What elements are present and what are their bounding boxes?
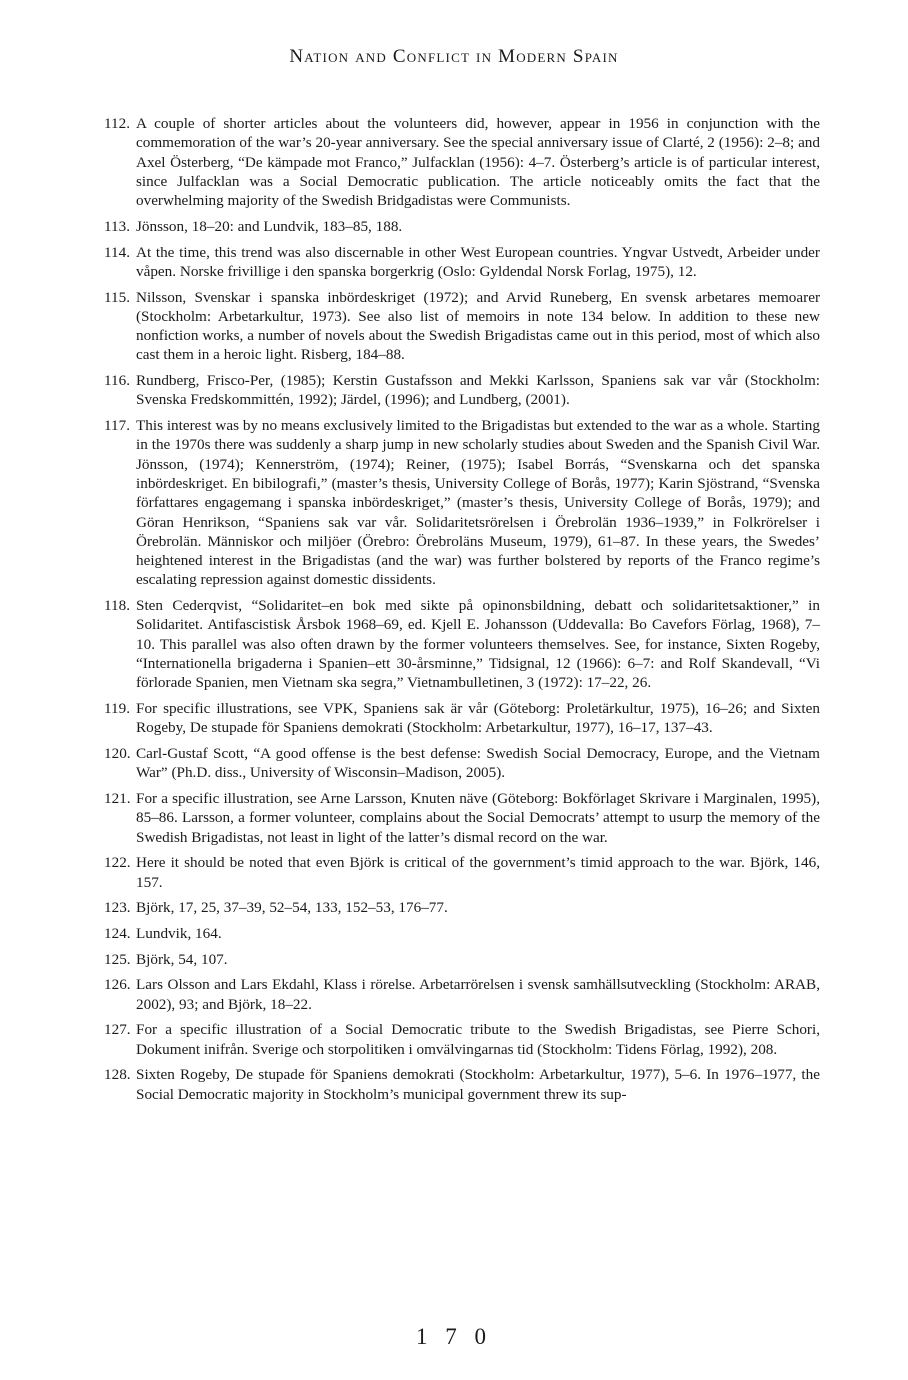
endnote: 117. This interest was by no means exclusively limited to the Brigadistas but extended to the war as a whole. Starting in the 1970s there was suddenly a sharp jump in new scholarly studies about Sweden and the Spanish Civil War. Jönsson, (1974); Kennerström, (1974); Reiner, (1975); Isabel Borrás, “Svenskarna och det spanska inbördeskriget. En bibilografi,” (master’s thesis, University College of Borås, 1977); Karin Sjöstrand, “Svenska författares engagemang i spanska inbördeskriget,” (master’s thesis, University College of Borås, 1979); and Göran Henrikson, “Spaniens sak var vår. Solidaritetsrörelsen i Örebrolän 1936–1939,” in Folkrörelser i Örebrolän. Människor och miljöer (Örebro: Örebroläns Museum, 1979), 61–87. In these years, the Swedes’ heightened interest in the Brigadistas (and the war) was further bolstered by reports of the Franco regime’s escalating repression against domestic dissidents. [104,417,820,589]
endnote: 114. At the time, this trend was also discernable in other West European countries. Yngvar Ustvedt, Arbeider under våpen. Norske frivillige i den spanska borgerkrig (Oslo: Gyldendal Norsk Forlag, 1975), 12. [104,243,820,280]
note-text: Jönsson, 18–20: and Lundvik, 183–85, 188. [136,217,403,235]
note-text: At the time, this trend was also discernable in other West European countries. Yngvar Ustvedt, Arbeider under våpen. Norske frivillige i den spanska borgerkrig (Oslo: Gyldendal Norsk Forlag, 1975), 12. [136,243,820,280]
note-text: This interest was by no means exclusively limited to the Brigadistas but extended to the war as a whole. Starting in the 1970s there was suddenly a sharp jump in new scholarly studies about Sweden and the Spanish Civil War. Jönsson, (1974); Kennerström, (1974); Reiner, (1975); Isabel Borrás, “Svenskarna och det spanska inbördeskriget. En bibilografi,” (master’s thesis, University College of Borås, 1977); Karin Sjöstrand, “Svenska författares engagemang i spanska inbördeskriget,” (master’s thesis, University College of Borås, 1979); and Göran Henrikson, “Spaniens sak var vår. Solidaritetsrörelsen i Örebrolän 1936–1939,” in Folkrörelser i Örebrolän. Människor och miljöer (Örebro: Örebroläns Museum, 1979), 61–87. In these years, the Swedes’ heightened interest in the Brigadistas (and the war) was further bolstered by reports of the Franco regime’s escalating repression against domestic dissidents. [136,417,820,589]
endnote: 122. Here it should be noted that even Björk is critical of the government’s timid approach to the war. Björk, 146, 157. [104,854,820,891]
note-text: Sten Cederqvist, “Solidaritet–en bok med sikte på opinonsbildning, debatt och solidaritetsaktioner,” in Solidaritet. Antifascistisk Årsbok 1968–69, ed. Kjell E. Johansson (Uddevalla: Bo Cavefors Förlag, 1968), 7–10. This parallel was also often drawn by the former volunteers themselves. See, for instance, Sixten Rogeby, “Internationella brigaderna i Spanien–ett 30-årsminne,” Tidsignal, 12 (1966): 6–7: and Rolf Skandevall, “Vi förlorade Spanien, men Vietnam ska segra,” Vietnambulletinen, 3 (1972): 17–22, 26. [136,597,820,692]
note-text: Björk, 17, 25, 37–39, 52–54, 133, 152–53, 176–77. [136,899,448,917]
note-text: Björk, 54, 107. [136,950,228,968]
endnote: 120. Carl-Gustaf Scott, “A good offense is the best defense: Swedish Social Democracy, Europe, and the Vietnam War” (Ph.D. diss., University of Wisconsin–Madison, 2005). [104,745,820,782]
endnote: 125. Björk, 54, 107. [104,950,228,968]
note-text: Nilsson, Svenskar i spanska inbördeskriget (1972); and Arvid Runeberg, En svensk arbetares memoarer (Stockholm: Arbetarkultur, 1973). See also list of memoirs in note 134 below. In addition to these new nonfiction works, a number of novels about the Swedish Brigadistas came out in this period, most of which also cast them in a heroic light. Risberg, 184–88. [136,288,820,364]
endnote: 123. Björk, 17, 25, 37–39, 52–54, 133, 152–53, 176–77. [104,899,448,917]
note-text: Carl-Gustaf Scott, “A good offense is the best defense: Swedish Social Democracy, Europe, and the Vietnam War” (Ph.D. diss., University of Wisconsin–Madison, 2005). [136,745,820,782]
endnote: 127. For a specific illustration of a Social Democratic tribute to the Swedish Brigadistas, see Pierre Schori, Dokument inifrån. Sverige och storpolitiken i omvälvingarnas tid (Stockholm: Tidens Förlag, 1992), 208. [104,1021,820,1058]
note-text: Lars Olsson and Lars Ekdahl, Klass i rörelse. Arbetarrörelsen i svensk samhällsutveckling (Stockholm: ARAB, 2002), 93; and Björk, 18–22. [136,976,820,1013]
note-text: Here it should be noted that even Björk is critical of the government’s timid approach to the war. Björk, 146, 157. [136,854,820,891]
endnote: 115. Nilsson, Svenskar i spanska inbördeskriget (1972); and Arvid Runeberg, En svensk arbetares memoarer (Stockholm: Arbetarkultur, 1973). See also list of memoirs in note 134 below. In addition to these new nonfiction works, a number of novels about the Swedish Brigadistas came out in this period, most of which also cast them in a heroic light. Risberg, 184–88. [104,288,820,364]
note-text: Rundberg, Frisco-Per, (1985); Kerstin Gustafsson and Mekki Karlsson, Spaniens sak var vår (Stockholm: Svenska Fredskommittén, 1992); Järdel, (1996); and Lundberg, (2001). [136,372,820,409]
endnote: 119. For specific illustrations, see VPK, Spaniens sak är vår (Göteborg: Proletärkultur, 1975), 16–26; and Sixten Rogeby, De stupade för Spaniens demokrati (Stockholm: Arbetarkultur, 1977), 16–17, 137–43. [104,700,820,737]
note-text: For specific illustrations, see VPK, Spaniens sak är vår (Göteborg: Proletärkultur, 1975), 16–26; and Sixten Rogeby, De stupade för Spaniens demokrati (Stockholm: Arbetarkultur, 1977), 16–17, 137–43. [136,700,820,737]
endnote: 121. For a specific illustration, see Arne Larsson, Knuten näve (Göteborg: Bokförlaget Skrivare i Marginalen, 1995), 85–86. Larsson, a former volunteer, complains about the Social Democrats’ attempt to usurp the memory of the Swedish Brigadistas, not least in light of the latter’s dismal record on the war. [104,790,820,846]
endnote: 118. Sten Cederqvist, “Solidaritet–en bok med sikte på opinonsbildning, debatt och solidaritetsaktioner,” in Solidaritet. Antifascistisk Årsbok 1968–69, ed. Kjell E. Johansson (Uddevalla: Bo Cavefors Förlag, 1968), 7–10. This parallel was also often drawn by the former volunteers themselves. See, for instance, Sixten Rogeby, “Internationella brigaderna i Spanien–ett 30-årsminne,” Tidsignal, 12 (1966): 6–7: and Rolf Skandevall, “Vi förlorade Spanien, men Vietnam ska segra,” Vietnambulletinen, 3 (1972): 17–22, 26. [104,597,820,692]
endnote: 116. Rundberg, Frisco-Per, (1985); Kerstin Gustafsson and Mekki Karlsson, Spaniens sak var vår (Stockholm: Svenska Fredskommittén, 1992); Järdel, (1996); and Lundberg, (2001). [104,372,820,409]
note-text: Sixten Rogeby, De stupade för Spaniens demokrati (Stockholm: Arbetarkultur, 1977), 5–6. In 1976–1977, the Social Democratic majority in Stockholm’s municipal government threw its sup- [136,1066,820,1103]
endnote: 124. Lundvik, 164. [104,924,222,942]
note-text: A couple of shorter articles about the volunteers did, however, appear in 1956 in conjunction with the commemoration of the war’s 20-year anniversary. See the special anniversary issue of Clarté, 2 (1956): 2–8; and Axel Österberg, “De kämpade mot Franco,” Julfacklan (1956): 4–7. Österberg’s article is of particular interest, since Julfacklan was a Social Democratic publication. The article noticeably omits the fact that the overwhelming majority of the Swedish Bridgadistas were Communists. [136,115,820,210]
note-text: Lundvik, 164. [136,924,222,942]
note-text: For a specific illustration of a Social Democratic tribute to the Swedish Brigadistas, see Pierre Schori, Dokument inifrån. Sverige och storpolitiken i omvälvingarnas tid (Stockholm: Tidens Förlag, 1992), 208. [136,1021,820,1058]
note-text: For a specific illustration, see Arne Larsson, Knuten näve (Göteborg: Bokförlaget Skrivare i Marginalen, 1995), 85–86. Larsson, a former volunteer, complains about the Social Democrats’ attempt to usurp the memory of the Swedish Brigadistas, not least in light of the latter’s dismal record on the war. [136,790,820,846]
running-head: Nation and Conflict in Modern Spain [289,46,619,67]
endnote: 113. Jönsson, 18–20: and Lundvik, 183–85, 188. [104,217,403,235]
endnotes-list [104,114,820,1110]
page-number: 1 7 0 [416,1324,492,1349]
endnote: 126. Lars Olsson and Lars Ekdahl, Klass i rörelse. Arbetarrörelsen i svensk samhällsutveckling (Stockholm: ARAB, 2002), 93; and Björk, 18–22. [104,976,820,1013]
endnote: 128. Sixten Rogeby, De stupade för Spaniens demokrati (Stockholm: Arbetarkultur, 1977), 5–6. In 1976–1977, the Social Democratic majority in Stockholm’s municipal government threw its sup- [104,1066,820,1103]
endnote: 112. A couple of shorter articles about the volunteers did, however, appear in 1956 in conjunction with the commemoration of the war’s 20-year anniversary. See the special anniversary issue of Clarté, 2 (1956): 2–8; and Axel Österberg, “De kämpade mot Franco,” Julfacklan (1956): 4–7. Österberg’s article is of particular interest, since Julfacklan was a Social Democratic publication. The article noticeably omits the fact that the overwhelming majority of the Swedish Bridgadistas were Communists. [104,115,820,210]
